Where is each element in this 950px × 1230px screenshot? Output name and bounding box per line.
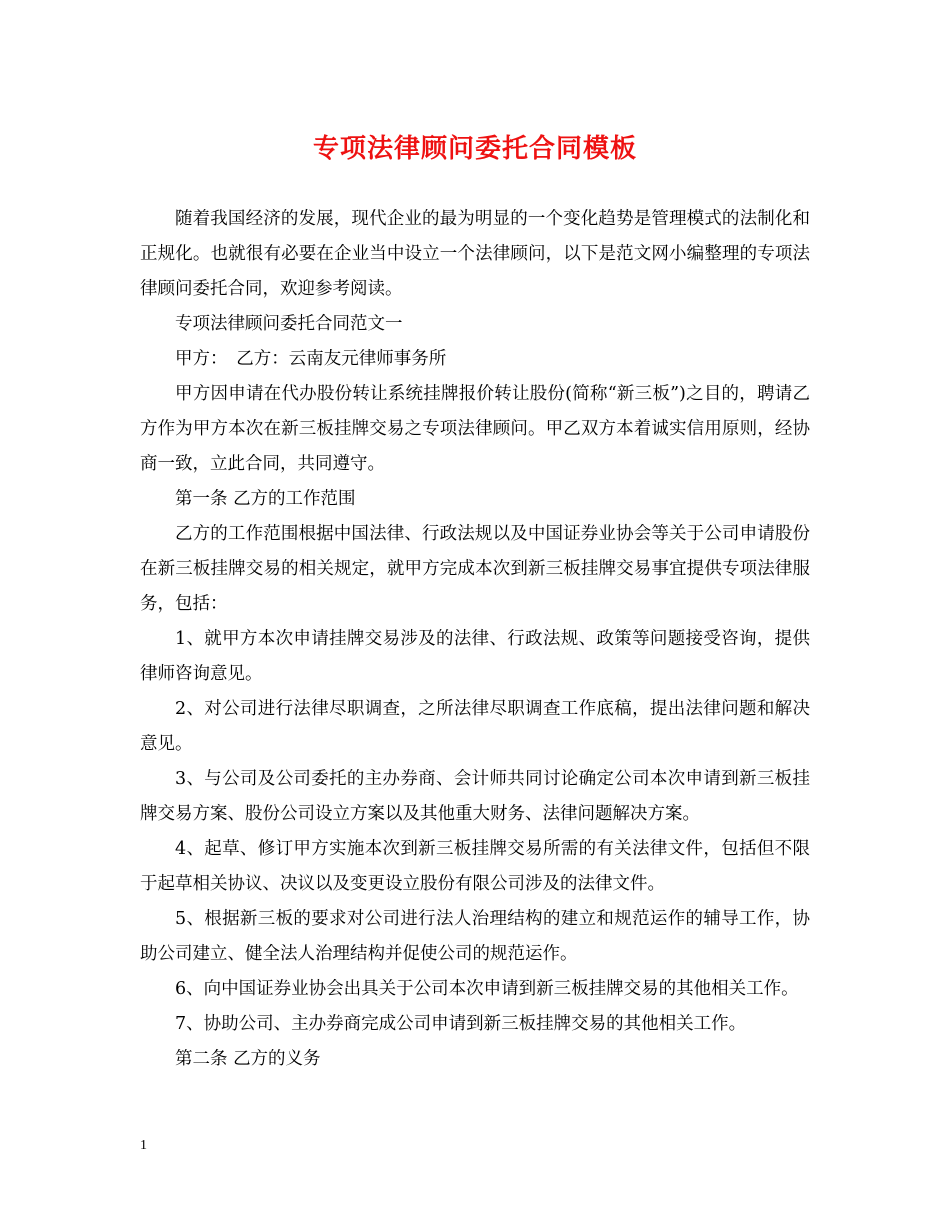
article-1-item-4: 4、起草、修订甲方实施本次到新三板挂牌交易所需的有关法律文件，包括但不限于起草相关协议、决议以及变更设立股份有限公司涉及的法律文件。 [140, 839, 810, 894]
article-1-scope: 乙方的工作范围根据中国法律、行政法规以及中国证券业协会等关于公司申请股份在新三板挂牌交易的相关规定，就甲方完成本次到新三板挂牌交易事宜提供专项法律服务，包括： [140, 524, 810, 614]
article-2-heading: 第二条 乙方的义务 [175, 1049, 321, 1069]
article-1-item-1: 1、就甲方本次申请挂牌交易涉及的法律、行政法规、政策等问题接受咨询，提供律师咨询意见。 [140, 629, 810, 684]
article-1-item-3: 3、与公司及公司委托的主办券商、会计师共同讨论确定公司本次申请到新三板挂牌交易方案、股份公司设立方案以及其他重大财务、法律问题解决方案。 [140, 769, 810, 824]
article-1-item-2: 2、对公司进行法律尽职调查，之所法律尽职调查工作底稿，提出法律问题和解决意见。 [140, 699, 810, 754]
document-title: 专项法律顾问委托合同模板 [312, 134, 637, 164]
paragraph-parties: 甲方： 乙方：云南友元律师事务所 [175, 349, 447, 369]
article-1-item-5: 5、根据新三板的要求对公司进行法人治理结构的建立和规范运作的辅导工作，协助公司建立、健全法人治理结构并促使公司的规范运作。 [140, 909, 810, 964]
article-1-item-7: 7、协助公司、主办券商完成公司申请到新三板挂牌交易的其他相关工作。 [175, 1014, 747, 1034]
page-number: 1 [140, 1138, 147, 1153]
document-body [140, 202, 810, 1077]
paragraph-purpose: 甲方因申请在代办股份转让系统挂牌报价转让股份(简称“新三板”)之目的，聘请乙方作为甲方本次在新三板挂牌交易之专项法律顾问。甲乙双方本着诚实信用原则，经协商一致，立此合同，共同遵守。 [140, 384, 810, 474]
article-1-heading: 第一条 乙方的工作范围 [175, 489, 356, 509]
paragraph-sample-heading: 专项法律顾问委托合同范文一 [175, 314, 403, 334]
article-1-item-6: 6、向中国证券业协会出具关于公司本次申请到新三板挂牌交易的其他相关工作。 [175, 979, 799, 999]
paragraph-intro: 随着我国经济的发展，现代企业的最为明显的一个变化趋势是管理模式的法制化和正规化。也就很有必要在企业当中设立一个法律顾问，以下是范文网小编整理的专项法律顾问委托合同，欢迎参考阅读。 [140, 209, 810, 299]
